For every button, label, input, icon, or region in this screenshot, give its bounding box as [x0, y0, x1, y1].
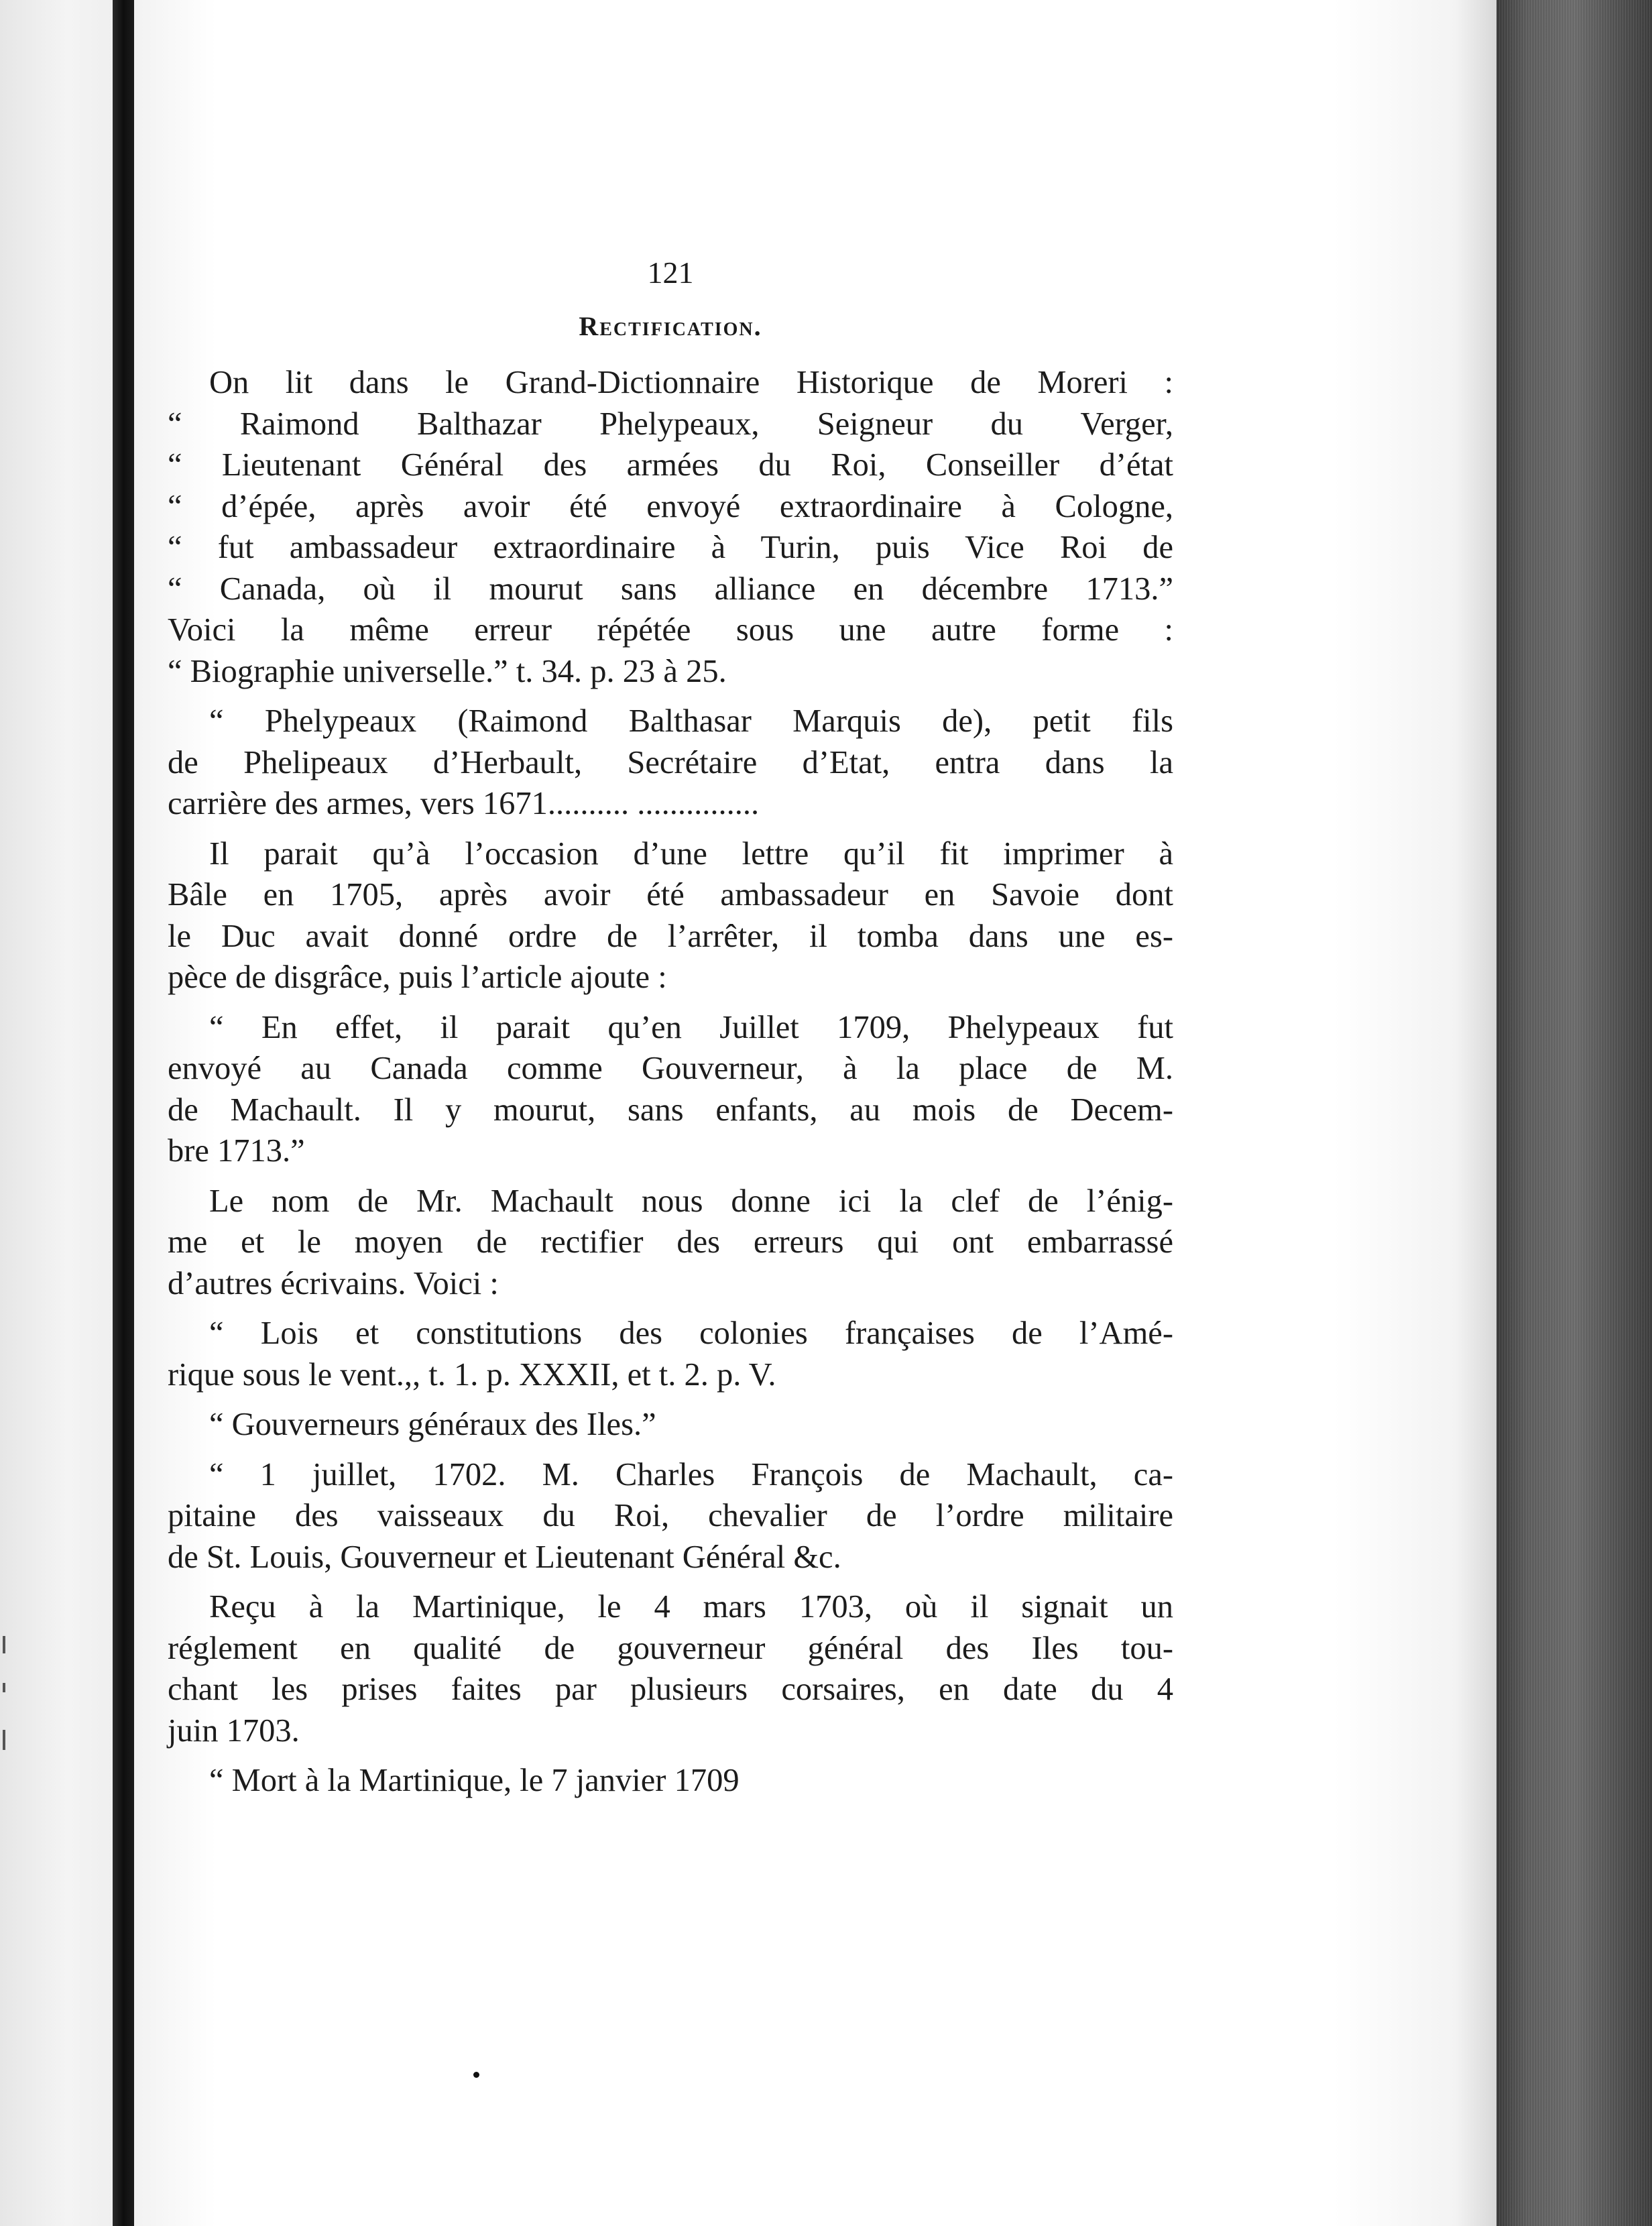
text-line: pitaine des vaisseaux du Roi, chevalier de l’ordre militaire	[168, 1498, 1173, 1533]
book-gutter	[113, 0, 134, 2226]
text-line: de Machault. Il y mourut, sans enfants, au mois de Decem-	[168, 1092, 1173, 1128]
text-line: “ Gouverneurs généraux des Iles.”	[209, 1407, 656, 1442]
ink-dot	[473, 2072, 479, 2078]
text-line: chant les prises faites par plusieurs corsaires, en date du 4	[168, 1672, 1173, 1707]
paragraph	[168, 1454, 1173, 1578]
paragraph	[168, 1586, 1173, 1751]
page-text-block	[168, 255, 1173, 1810]
left-margin-marks	[3, 1636, 12, 1770]
paragraph	[168, 1760, 1173, 1802]
text-line: “ En effet, il parait qu’en Juillet 1709, Phelypeaux fut	[209, 1009, 1173, 1045]
text-line: Voici la même erreur répétée sous une autre forme :	[168, 612, 1173, 648]
text-line: “ Lois et constitutions des colonies françaises de l’Amé-	[209, 1315, 1173, 1351]
text-line: Reçu à la Martinique, le 4 mars 1703, où il signait un	[209, 1589, 1173, 1625]
text-line: carrière des armes, vers 1671.......... ...............	[168, 786, 760, 821]
text-line: pèce de disgrâce, puis l’article ajoute :	[168, 959, 667, 995]
text-line: Il parait qu’à l’occasion d’une lettre qu’il fit imprimer à	[209, 835, 1173, 872]
section-heading: Rectification.	[579, 311, 762, 341]
left-facing-page	[0, 0, 113, 2226]
text-line: Le nom de Mr. Machault nous donne ici la clef de l’énig-	[209, 1183, 1173, 1219]
text-line: bre 1713.”	[168, 1133, 305, 1169]
page-stack-edge	[1496, 0, 1652, 2226]
text-line: “ 1 juillet, 1702. M. Charles François de Machault, ca-	[209, 1456, 1173, 1492]
paragraph	[168, 362, 1173, 692]
text-line: réglement en qualité de gouverneur général des Iles tou-	[168, 1630, 1173, 1666]
paragraph	[168, 1007, 1173, 1172]
text-line: On lit dans le Grand-Dictionnaire Historique de Moreri :	[209, 365, 1173, 400]
paragraph	[168, 833, 1173, 998]
text-line: juin 1703.	[168, 1712, 300, 1749]
text-line: de Phelipeaux d’Herbault, Secrétaire d’Etat, entra dans la	[168, 744, 1173, 780]
text-line: “ Mort à la Martinique, le 7 janvier 1709	[209, 1763, 740, 1798]
paragraph	[168, 1404, 1173, 1446]
text-line: me et le moyen de rectifier des erreurs qui ont embarrassé	[168, 1224, 1173, 1260]
text-line: de St. Louis, Gouverneur et Lieutenant Général &c.	[168, 1539, 841, 1575]
text-line: “ Lieutenant Général des armées du Roi, Conseiller d’état	[168, 447, 1173, 483]
text-line: d’autres écrivains. Voici :	[168, 1265, 499, 1301]
text-line: “ Canada, où il mourut sans alliance en décembre 1713.”	[168, 571, 1173, 607]
paragraph	[168, 701, 1173, 825]
text-line: “ Phelypeaux (Raimond Balthasar Marquis de), petit fils	[209, 703, 1173, 739]
text-line: “ Raimond Balthazar Phelypeaux, Seigneur du Verger,	[168, 406, 1173, 442]
text-line: “ d’épée, après avoir été envoyé extraordinaire à Cologne,	[168, 488, 1173, 524]
paragraph	[168, 1181, 1173, 1305]
page-number: 121	[647, 255, 694, 290]
text-line: Bâle en 1705, après avoir été ambassadeur en Savoie dont	[168, 877, 1173, 913]
text-line: le Duc avait donné ordre de l’arrêter, il tomba dans une es-	[168, 918, 1173, 954]
text-line: “ fut ambassadeur extraordinaire à Turin, puis Vice Roi de	[168, 530, 1173, 565]
text-line: “ Biographie universelle.” t. 34. p. 23 à 25.	[168, 653, 727, 689]
paragraph	[168, 1313, 1173, 1395]
body-paragraphs	[168, 362, 1173, 1802]
text-line: rique sous le vent.,, t. 1. p. XXXII, et t. 2. p. V.	[168, 1356, 776, 1393]
text-line: envoyé au Canada comme Gouverneur, à la place de M.	[168, 1051, 1173, 1086]
